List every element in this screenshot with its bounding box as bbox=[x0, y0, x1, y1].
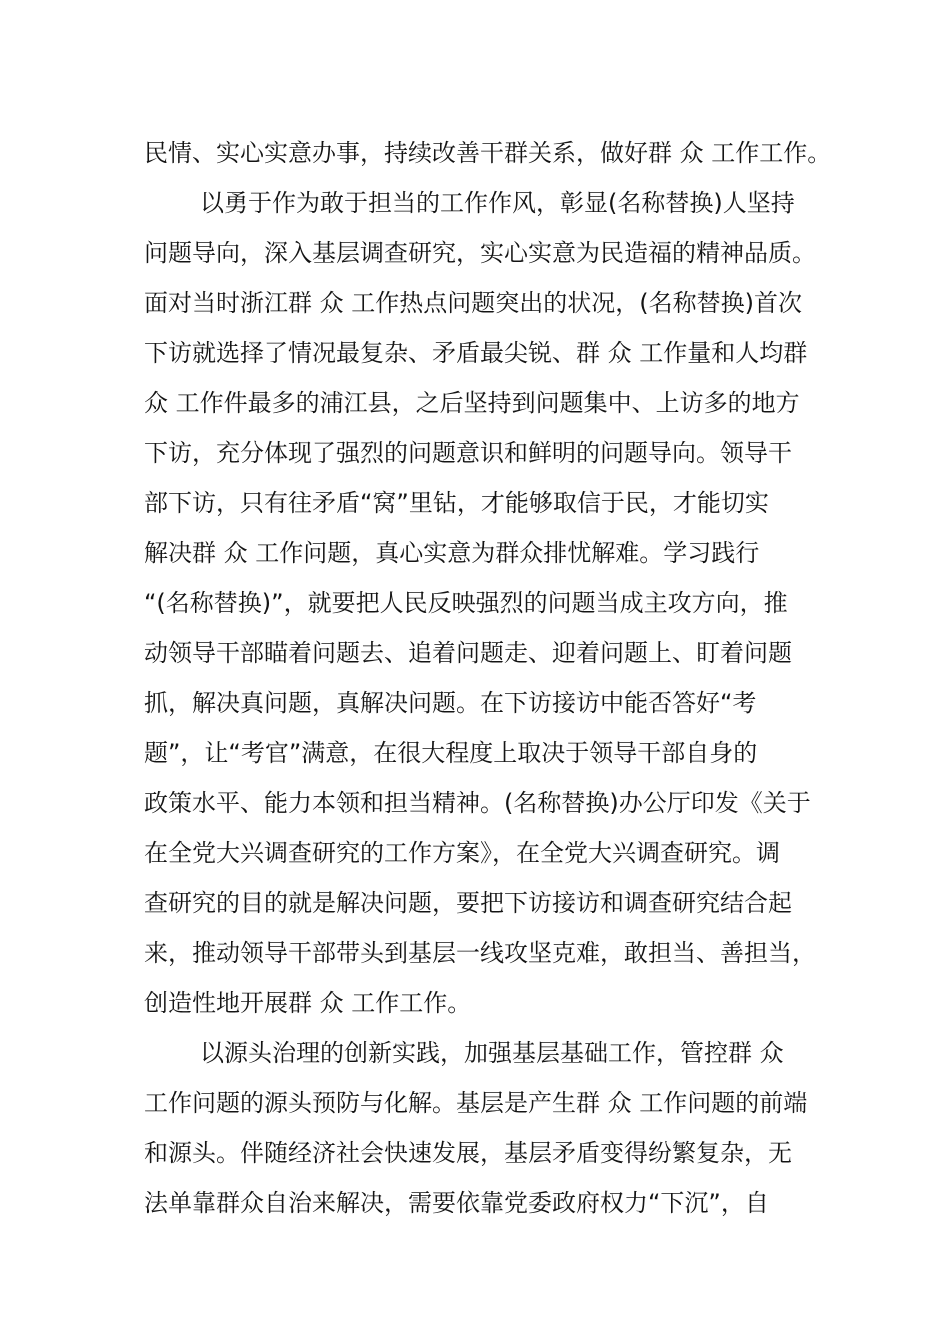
text-line: 民情、实心实意办事，持续改善干群关系，做好群 众 工作工作。 bbox=[144, 139, 832, 167]
text-line: 部下访，只有往矛盾“窝”里钻，才能够取信于民，才能切实 bbox=[144, 489, 769, 517]
text-line: 下访，充分体现了强烈的问题意识和鲜明的问题导向。领导干 bbox=[144, 439, 792, 467]
text-line: 工作问题的源头预防与化解。基层是产生群 众 工作问题的前端 bbox=[144, 1089, 808, 1117]
text-line: 创造性地开展群 众 工作工作。 bbox=[144, 989, 472, 1017]
text-line: 问题导向，深入基层调查研究，实心实意为民造福的精神品质。 bbox=[144, 239, 816, 267]
paragraph-start-line: 以勇于作为敢于担当的工作作风，彰显(名称替换)人坚持 bbox=[200, 189, 795, 217]
document-body bbox=[144, 128, 834, 1228]
text-line: 和源头。伴随经济社会快速发展，基层矛盾变得纷繁复杂，无 bbox=[144, 1139, 792, 1167]
text-line: 解决群 众 工作问题，真心实意为群众排忧解难。学习践行 bbox=[144, 539, 760, 567]
text-line: 抓，解决真问题，真解决问题。在下访接访中能否答好“考 bbox=[144, 689, 757, 717]
paragraph-start-line: 以源头治理的创新实践，加强基层基础工作，管控群 众 bbox=[200, 1039, 784, 1067]
text-line: 在全党大兴调查研究的工作方案》，在全党大兴调查研究。调 bbox=[144, 839, 780, 867]
text-line: 查研究的目的就是解决问题，要把下访接访和调查研究结合起 bbox=[144, 889, 792, 917]
text-line: 面对当时浙江群 众 工作热点问题突出的状况，(名称替换)首次 bbox=[144, 289, 802, 317]
text-line: 来，推动领导干部带头到基层一线攻坚克难，敢担当、善担当， bbox=[144, 939, 816, 967]
text-line: 政策水平、能力本领和担当精神。(名称替换)办公厅印发《关于 bbox=[144, 789, 811, 817]
text-line: 众 工作件最多的浦江县，之后坚持到问题集中、上访多的地方 bbox=[144, 389, 800, 417]
text-line: 下访就选择了情况最复杂、矛盾最尖锐、群 众 工作量和人均群 bbox=[144, 339, 808, 367]
text-line: 动领导干部瞄着问题去、追着问题走、迎着问题上、盯着问题 bbox=[144, 639, 792, 667]
text-line: 题”，让“考官”满意，在很大程度上取决于领导干部自身的 bbox=[144, 739, 758, 767]
text-line: “(名称替换)”，就要把人民反映强烈的问题当成主攻方向，推 bbox=[144, 589, 788, 617]
text-line: 法单靠群众自治来解决，需要依靠党委政府权力“下沉”，自 bbox=[144, 1189, 769, 1217]
